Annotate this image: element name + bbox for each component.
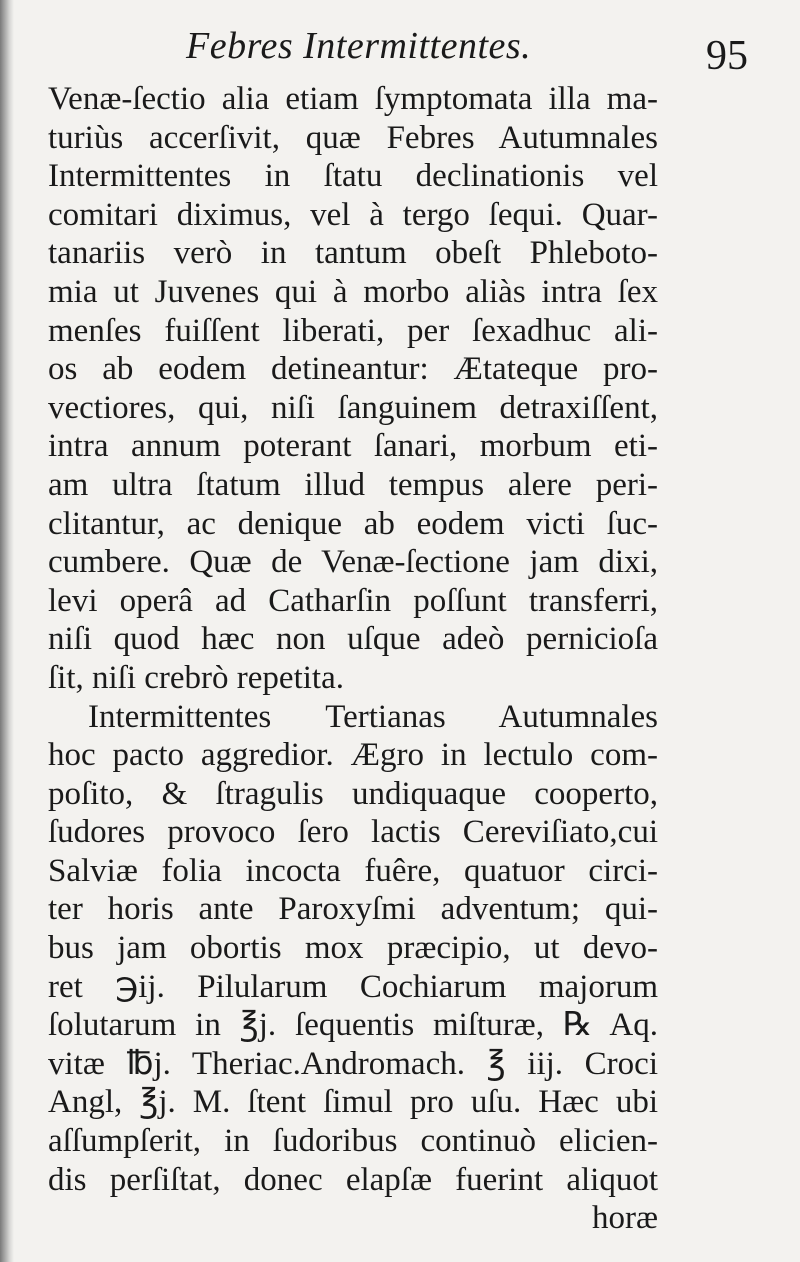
text-line: turiùs accerſivit, quæ Febres Autumnales	[48, 119, 658, 156]
page-number: 95	[706, 33, 748, 79]
text-line: comitari diximus, vel à tergo ſequi. Quar-	[48, 196, 658, 233]
text-line: ret ℈ij. Pilularum Cochiarum majorum	[48, 968, 658, 1005]
body-text	[48, 80, 658, 1238]
text-line: dis perſiſtat, donec elapſæ fuerint aliquot	[48, 1161, 658, 1198]
text-line: Angl, ℥j. M. ſtent ſimul pro uſu. Hæc ubi	[48, 1084, 658, 1121]
text-line: Venæ-ſectio alia etiam ſymptomata illa ma-	[48, 81, 658, 117]
catchword: horæ	[592, 1200, 658, 1237]
text-line: vitæ ℔j. Theriac.Andromach. ℥ iij. Croci	[48, 1045, 658, 1082]
text-line: intra annum poterant ſanari, morbum eti-	[48, 428, 658, 465]
paragraph-start-line: Intermittentes Tertianas Autumnales	[88, 698, 658, 735]
paragraph-end-line: ſit, niſi crebrò repetita.	[48, 659, 344, 696]
text-line: ſolutarum in ℥j. ſequentis miſturæ, ℞ Aq.	[48, 1007, 658, 1044]
text-line: os ab eodem detineantur: Ætateque pro-	[48, 351, 658, 388]
text-line: ſudores provoco ſero lactis Cereviſiato,cui	[48, 814, 658, 851]
text-line: cumbere. Quæ de Venæ-ſectione jam dixi,	[48, 544, 658, 581]
text-line: poſito, & ſtragulis undiquaque cooperto,	[48, 775, 658, 812]
text-line: am ultra ſtatum illud tempus alere peri-	[48, 466, 658, 503]
page-header	[48, 18, 748, 79]
page-gutter-shadow	[0, 0, 14, 1262]
text-line: mia ut Juvenes qui à morbo aliàs intra ſex	[48, 273, 658, 310]
running-head: Febres Intermittentes.	[186, 25, 532, 67]
text-line: tanariis verò in tantum obeſt Phleboto-	[48, 235, 658, 272]
text-line: vectiores, qui, niſi ſanguinem detraxiſſent,	[48, 389, 658, 426]
text-line: Intermittentes in ſtatu declinationis vel	[48, 158, 658, 195]
text-line: clitantur, ac denique ab eodem victi ſuc-	[48, 505, 658, 542]
text-line: aſſumpſerit, in ſudoribus continuò elicien-	[48, 1123, 658, 1160]
text-line: Salviæ folia incocta fuêre, quatuor circi-	[48, 852, 658, 889]
text-line: levi operâ ad Catharſin poſſunt transferri,	[48, 582, 658, 619]
text-line: ter horis ante Paroxyſmi adventum; qui-	[48, 891, 658, 928]
text-line: bus jam obortis mox præcipio, ut devo-	[48, 930, 658, 967]
text-line: hoc pacto aggredior. Ægro in lectulo com-	[48, 737, 658, 774]
text-line: niſi quod hæc non uſque adeò pernicioſa	[48, 621, 658, 658]
text-line: menſes fuiſſent liberati, per ſexadhuc ali-	[48, 312, 658, 349]
